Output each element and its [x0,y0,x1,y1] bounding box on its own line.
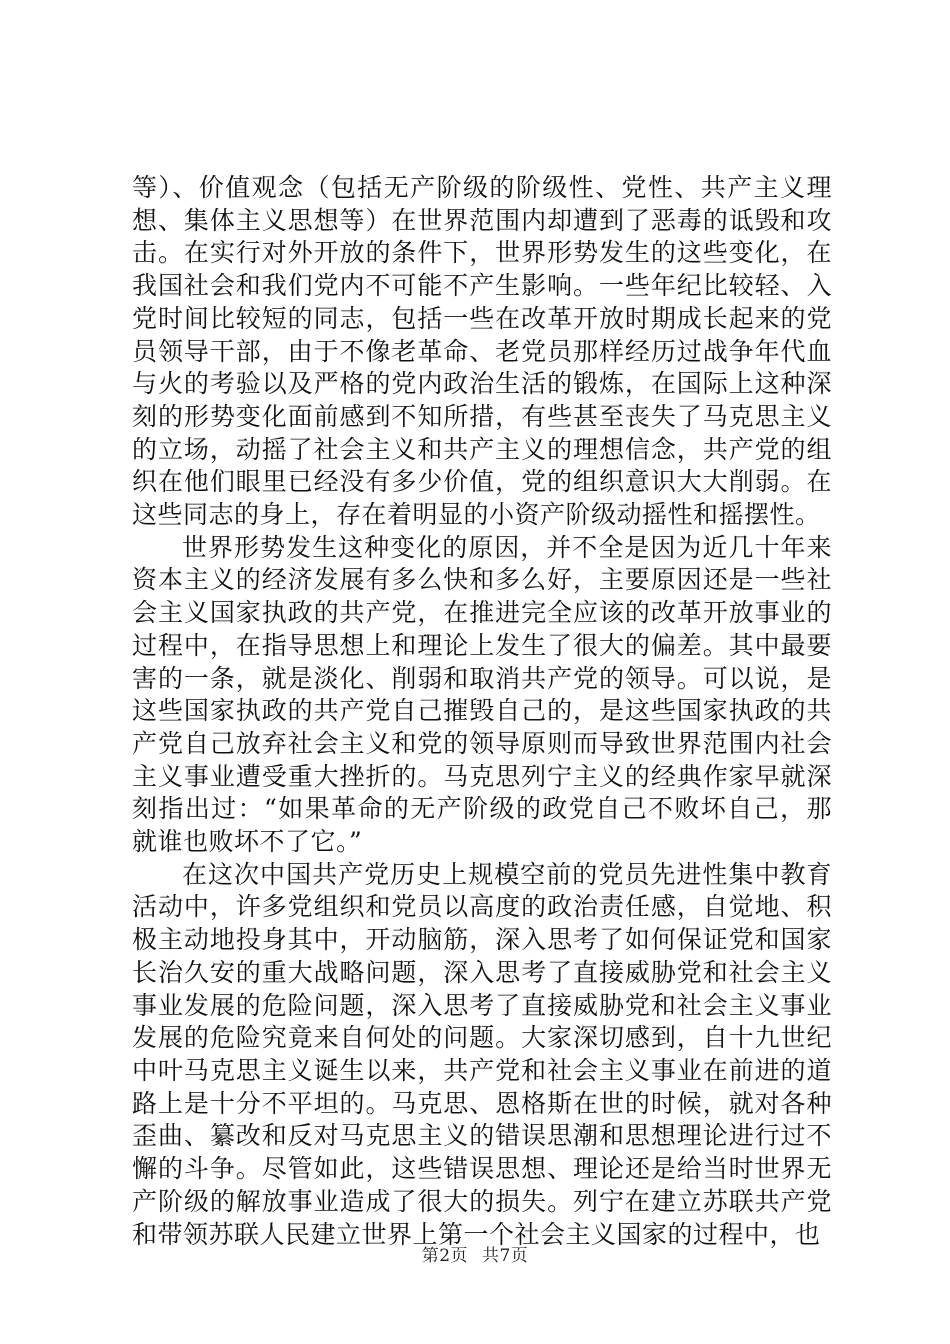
page-number: 第2页 [421,1246,469,1266]
paragraph-1: 等）、价值观念（包括无产阶级的阶级性、党性、共产主义理想、集体主义思想等）在世界范围内却遭到了恶毒的诋毁和攻击。在实行对外开放的条件下，世界形势发生的这些变化，在我国社会和我们党内不可能不产生影响。一些年纪比较轻、入党时间比较短的同志，包括一些在改革开放时期成长起来的党员领导干部，由于不像老革命、老党员那样经历过战争年代血与火的考验以及严格的党内政治生活的锻炼，在国际上这种深刻的形势变化面前感到不知所措，有些甚至丧失了马克思主义的立场，动摇了社会主义和共产主义的理想信念，共产党的组织在他们眼里已经没有多少价值，党的组织意识大大削弱。在这些同志的身上，存在着明显的小资产阶级动摇性和摇摆性。 [132,173,832,530]
page-total: 共7页 [481,1246,529,1266]
paragraph-2: 世界形势发生这种变化的原因，并不全是因为近几十年来资本主义的经济发展有多么快和多么好，主要原因还是一些社会主义国家执政的共产党，在推进完全应该的改革开放事业的过程中，在指导思想上和理论上发生了很大的偏差。其中最要害的一条，就是淡化、削弱和取消共产党的领导。可以说，是这些国家执政的共产党自己摧毁自己的，是这些国家执政的共产党自己放弃社会主义和党的领导原则而导致世界范围内社会主义事业遭受重大挫折的。马克思列宁主义的经典作家早就深刻指出过：“如果革命的无产阶级的政党自己不败坏自己，那就谁也败坏不了它。” [132,532,832,857]
paragraph-3: 在这次中国共产党历史上规模空前的党员先进性集中教育活动中，许多党组织和党员以高度的政治责任感，自觉地、积极主动地投身其中，开动脑筋，深入思考了如何保证党和国家长治久安的重大战略问题，深入思考了直接威胁党和社会主义事业发展的危险问题，深入思考了直接威胁党和社会主义事业发展的危险究竟来自何处的问题。大家深切感到，自十九世纪中叶马克思主义诞生以来，共产党和社会主义事业在前进的道路上是十分不平坦的。马克思、恩格斯在世的时候，就对各种歪曲、纂改和反对马克思主义的错误思潮和思想理论进行过不懈的斗争。尽管如此，这些错误思想、理论还是给当时世界无产阶级的解放事业造成了很大的损失。列宁在建立苏联共产党和带领苏联人民建立世界上第一个社会主义国家的过程中，也 [132,859,832,1249]
page-footer [0,1245,950,1267]
document-body [132,172,832,1251]
